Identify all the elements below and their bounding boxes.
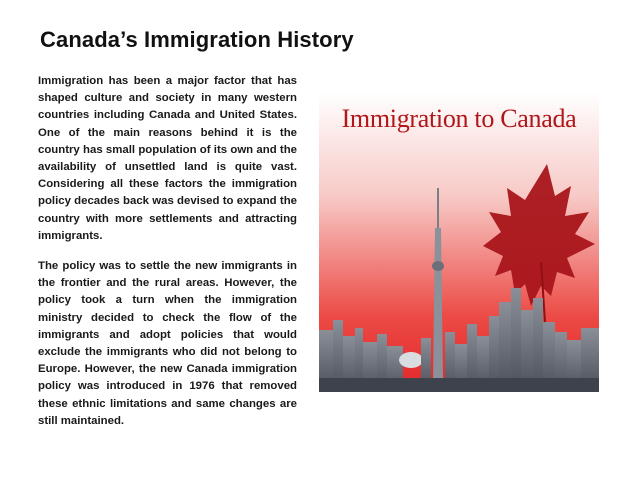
immigration-picture (319, 92, 599, 392)
slide-title: Canada’s Immigration History (40, 27, 354, 52)
image-caption: Immigration to Canada (341, 104, 577, 133)
paragraph-1: Immigration has been a major factor that has shaped culture and society in many western countries including Canada and United States. One of the main reasons behind it is the country has small population of its own and the availability of unsettled land is quite vast. Considering all these factors the immigration policy decades back was devised to expand the country with more settlements and attracting immigrants. (38, 75, 297, 242)
body-text (38, 73, 297, 443)
toronto-skyline-illustration (319, 92, 599, 392)
paragraph-2: The policy was to settle the new immigrants in the frontier and the rural areas. However, the policy took a turn when the immigration ministry decided to check the flow of the immigrants and adopt policies that would exclude the immigrants who did not belong to Europe. However, the new Canada immigration policy was introduced in 1976 that removed these ethnic limitations and same changes are still maintained. (38, 260, 297, 427)
